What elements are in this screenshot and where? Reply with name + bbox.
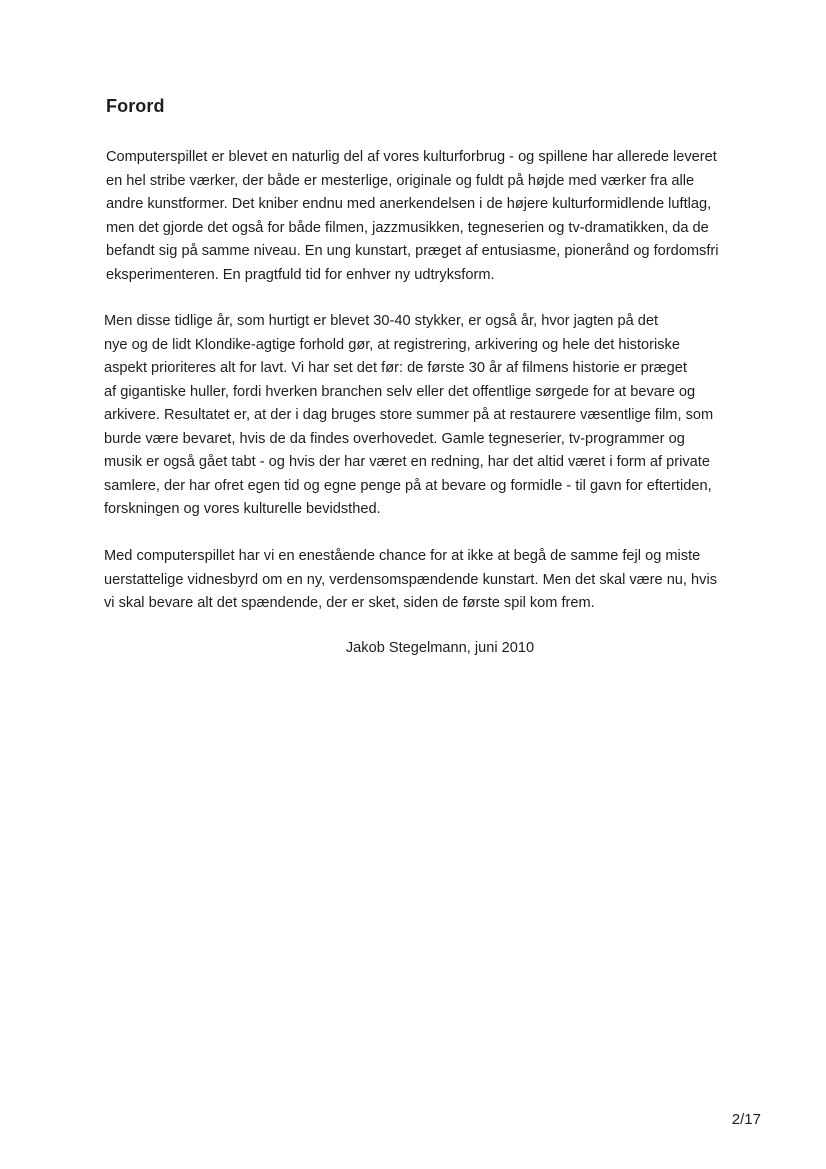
text-line: men det gjorde det også for både filmen, jazzmusikken, tegneserien og tv-dramatikken, da de <box>106 219 709 236</box>
text-line: eksperimenteren. En pragtfuld tid for enhver ny udtryksform. <box>106 266 495 283</box>
text-line: andre kunstformer. Det kniber endnu med anerkendelsen i de højere kulturformidlende luftlag, <box>106 196 712 212</box>
text-line: Computerspillet er blevet en naturlig del af vores kulturforbrug - og spillene har allerede leveret <box>106 149 717 165</box>
text-line: Med computerspillet har vi en enestående chance for at ikke at begå de samme fejl og miste <box>104 548 701 564</box>
text-line: en hel stribe værker, der både er mesterlige, originale og fuldt på højde med værker fra alle <box>106 172 695 189</box>
paragraph-3 <box>104 545 717 616</box>
text-line: uerstattelige vidnesbyrd om en ny, verdensomspændende kunstart. Men det skal være nu, hvis <box>104 571 717 588</box>
text-line: burde være bevaret, hvis de da findes overhovedet. Gamle tegneserier, tv-programmer og <box>104 430 685 447</box>
paragraph-2 <box>104 310 713 522</box>
text-line: vi skal bevare alt det spændende, der er sket, siden de første spil kom frem. <box>104 595 595 611</box>
paragraph-1 <box>106 146 718 287</box>
text-line: af gigantiske huller, fordi hverken branchen selv eller det offentlige sørgede for at bevare og <box>104 383 696 400</box>
text-line: befandt sig på samme niveau. En ung kunstart, præget af entusiasme, pionerånd og fordomsfri <box>106 243 719 259</box>
page-number: 2/17 <box>731 1111 761 1128</box>
signature: Jakob Stegelmann, juni 2010 <box>345 640 535 656</box>
text-line: samlere, der har ofret egen tid og egne penge på at bevare og formidle - til gavn for eftertiden, <box>104 477 712 494</box>
page-title: Forord <box>106 96 165 116</box>
text-line: musik er også gået tabt - og hvis der har været en redning, har det altid været i form af private <box>104 454 710 470</box>
text-line: aspekt prioriteres alt for lavt. Vi har set det før: de første 30 år af filmens historie er præget <box>104 360 687 376</box>
text-line: Men disse tidlige år, som hurtigt er blevet 30-40 stykker, er også år, hvor jagten på det <box>104 313 659 329</box>
text-line: nye og de lidt Klondike-agtige forhold gør, at registrering, arkivering og hele det historiske <box>104 336 680 353</box>
text-line: arkivere. Resultatet er, at der i dag bruges store summer på at restaurere væsentlige film, som <box>104 407 714 423</box>
text-line: forskningen og vores kulturelle bevidsthed. <box>104 501 381 517</box>
